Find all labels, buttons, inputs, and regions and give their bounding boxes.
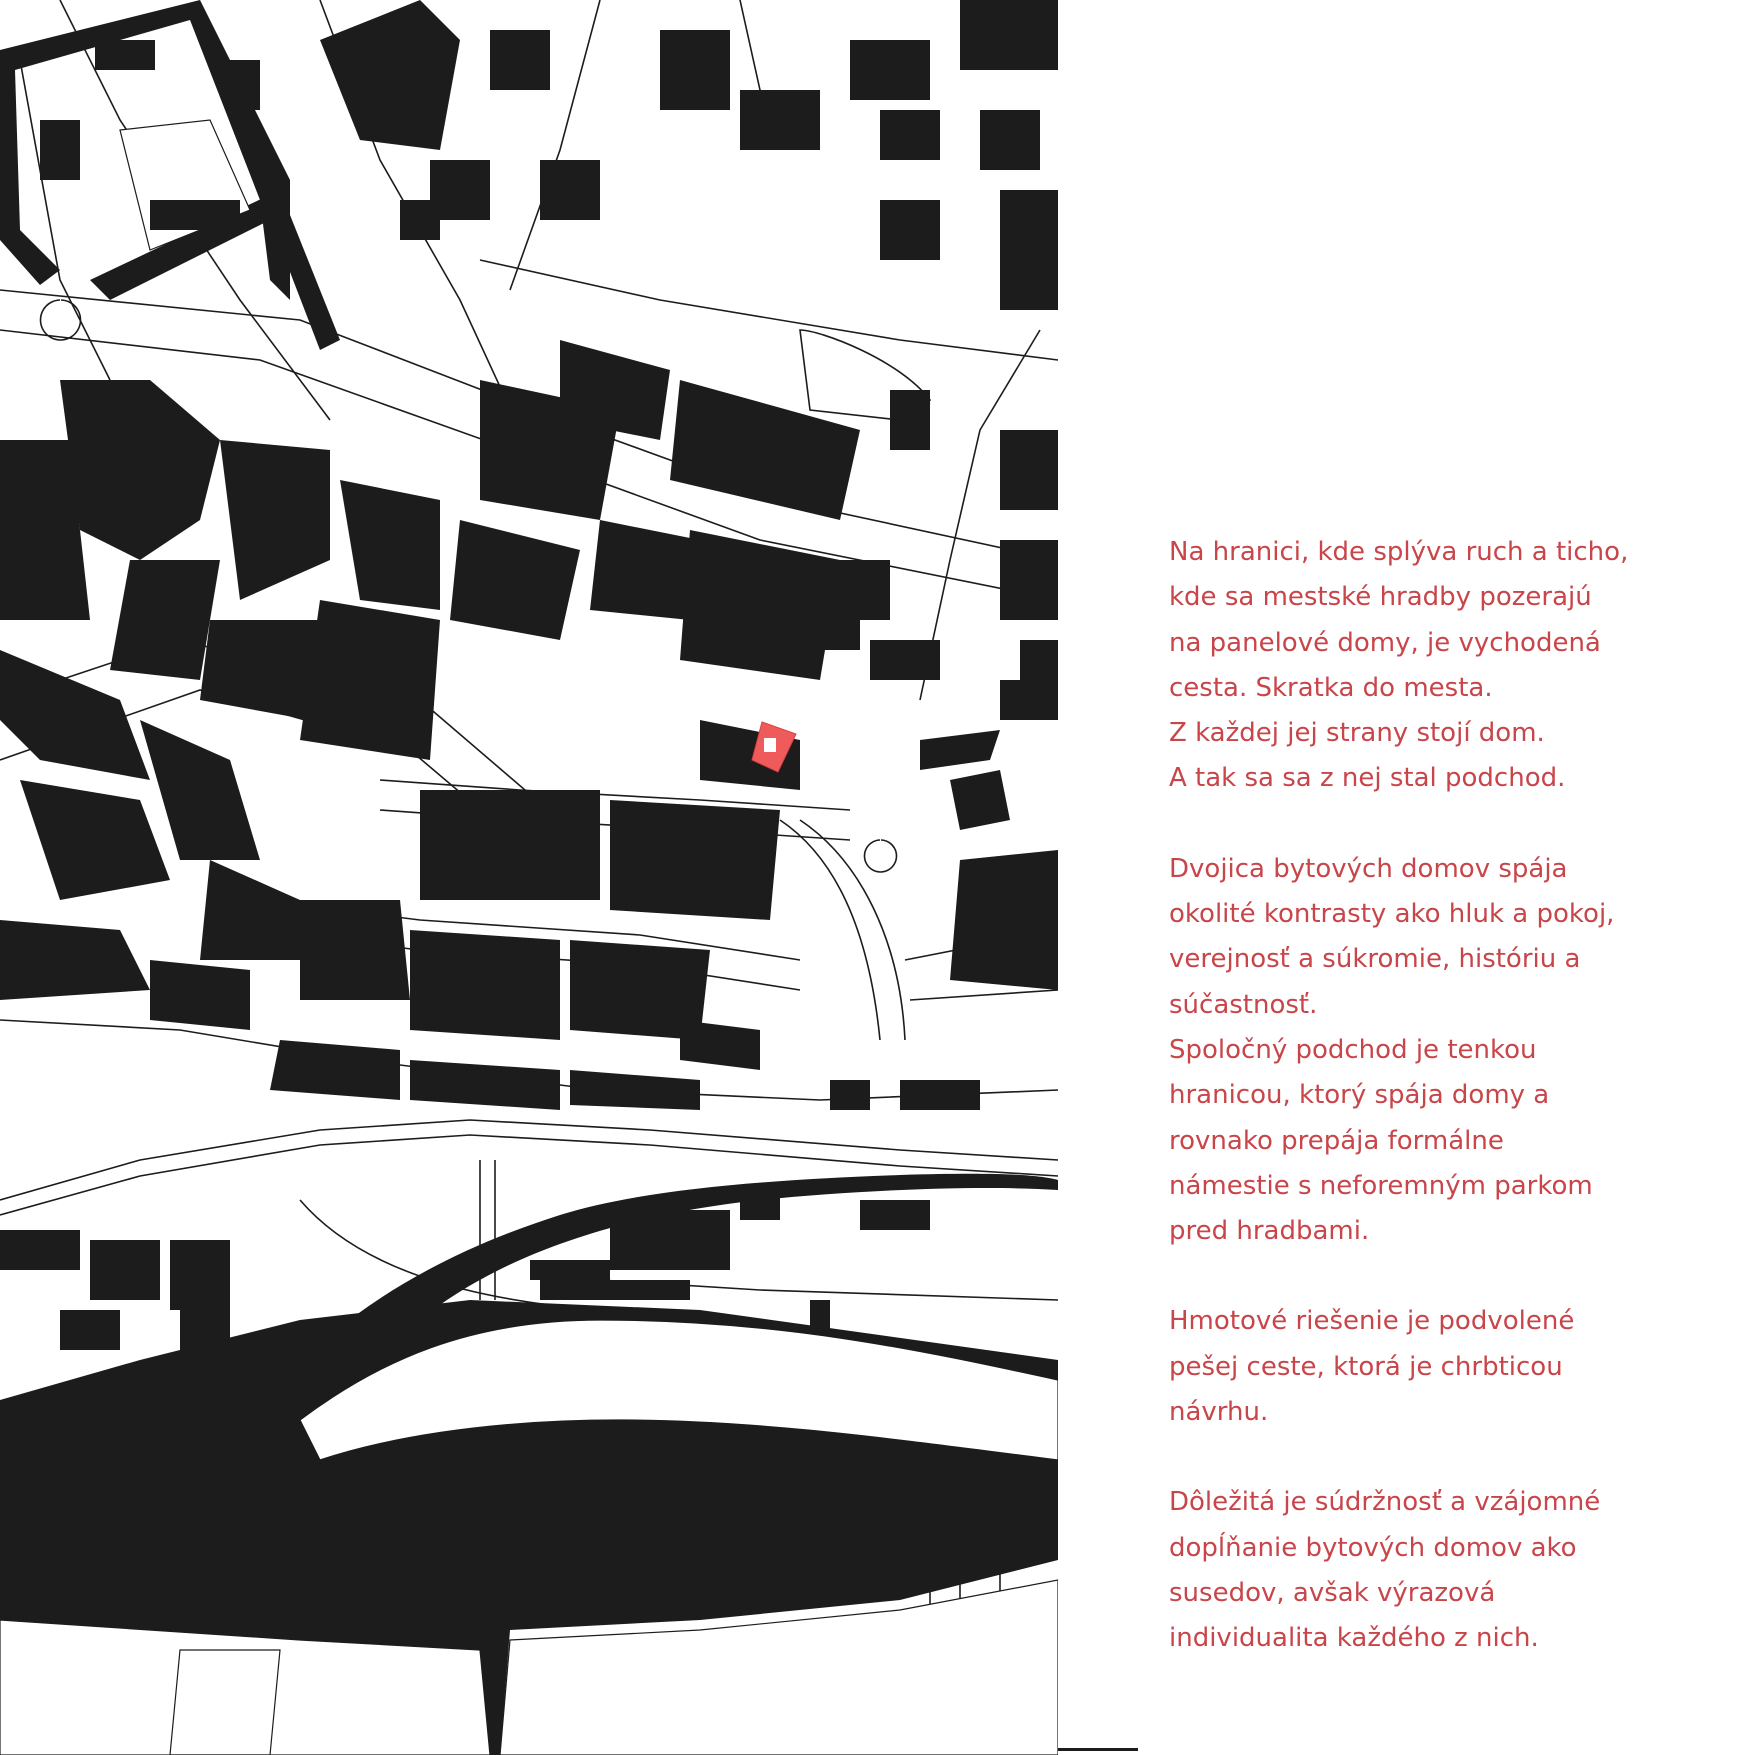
text-line: na panelové domy, je vychodená — [1169, 627, 1601, 658]
text-line: námestie s neforemným parkom — [1169, 1170, 1593, 1201]
description-paragraph-1 — [1169, 530, 1645, 802]
text-line: Hmotové riešenie je podvolené — [1169, 1306, 1575, 1337]
text-line: individualita každého z nich. — [1169, 1623, 1539, 1654]
text-line: pred hradbami. — [1169, 1216, 1370, 1247]
text-line: susedov, avšak výrazová — [1169, 1577, 1496, 1608]
text-line: kde sa mestské hradby pozerajú — [1169, 582, 1592, 613]
text-line: hranicou, ktorý spája domy a — [1169, 1080, 1550, 1111]
text-line: súčastnosť. — [1169, 989, 1318, 1020]
text-line: verejnosť a súkromie, históriu a — [1169, 944, 1581, 975]
text-line: Spoločný podchod je tenkou — [1169, 1034, 1537, 1065]
text-line: cesta. Skratka do mesta. — [1169, 672, 1493, 703]
text-line: rovnako prepája formálne — [1169, 1125, 1504, 1156]
text-line: Z každej jej strany stojí dom. — [1169, 718, 1545, 749]
text-line: Dôležitá je súdržnosť a vzájomné — [1169, 1487, 1601, 1518]
text-line: Dvojica bytových domov spája — [1169, 853, 1568, 884]
text-line: dopĺňanie bytových domov ako — [1169, 1532, 1577, 1563]
description-paragraph-3 — [1169, 1299, 1645, 1435]
description-paragraph-2 — [1169, 847, 1645, 1255]
text-line: Na hranici, kde splýva ruch a ticho, — [1169, 537, 1629, 567]
description-paragraph-4 — [1169, 1480, 1645, 1661]
text-line: A tak sa sa z nej stal podchod. — [1169, 763, 1566, 794]
footer-rule — [1058, 1748, 1138, 1751]
text-line: pešej ceste, ktorá je chrbticou — [1169, 1351, 1563, 1382]
text-line: návrhu. — [1169, 1397, 1269, 1428]
project-description — [1169, 530, 1645, 1662]
text-line: okolité kontrasty ako hluk a pokoj, — [1169, 899, 1615, 930]
